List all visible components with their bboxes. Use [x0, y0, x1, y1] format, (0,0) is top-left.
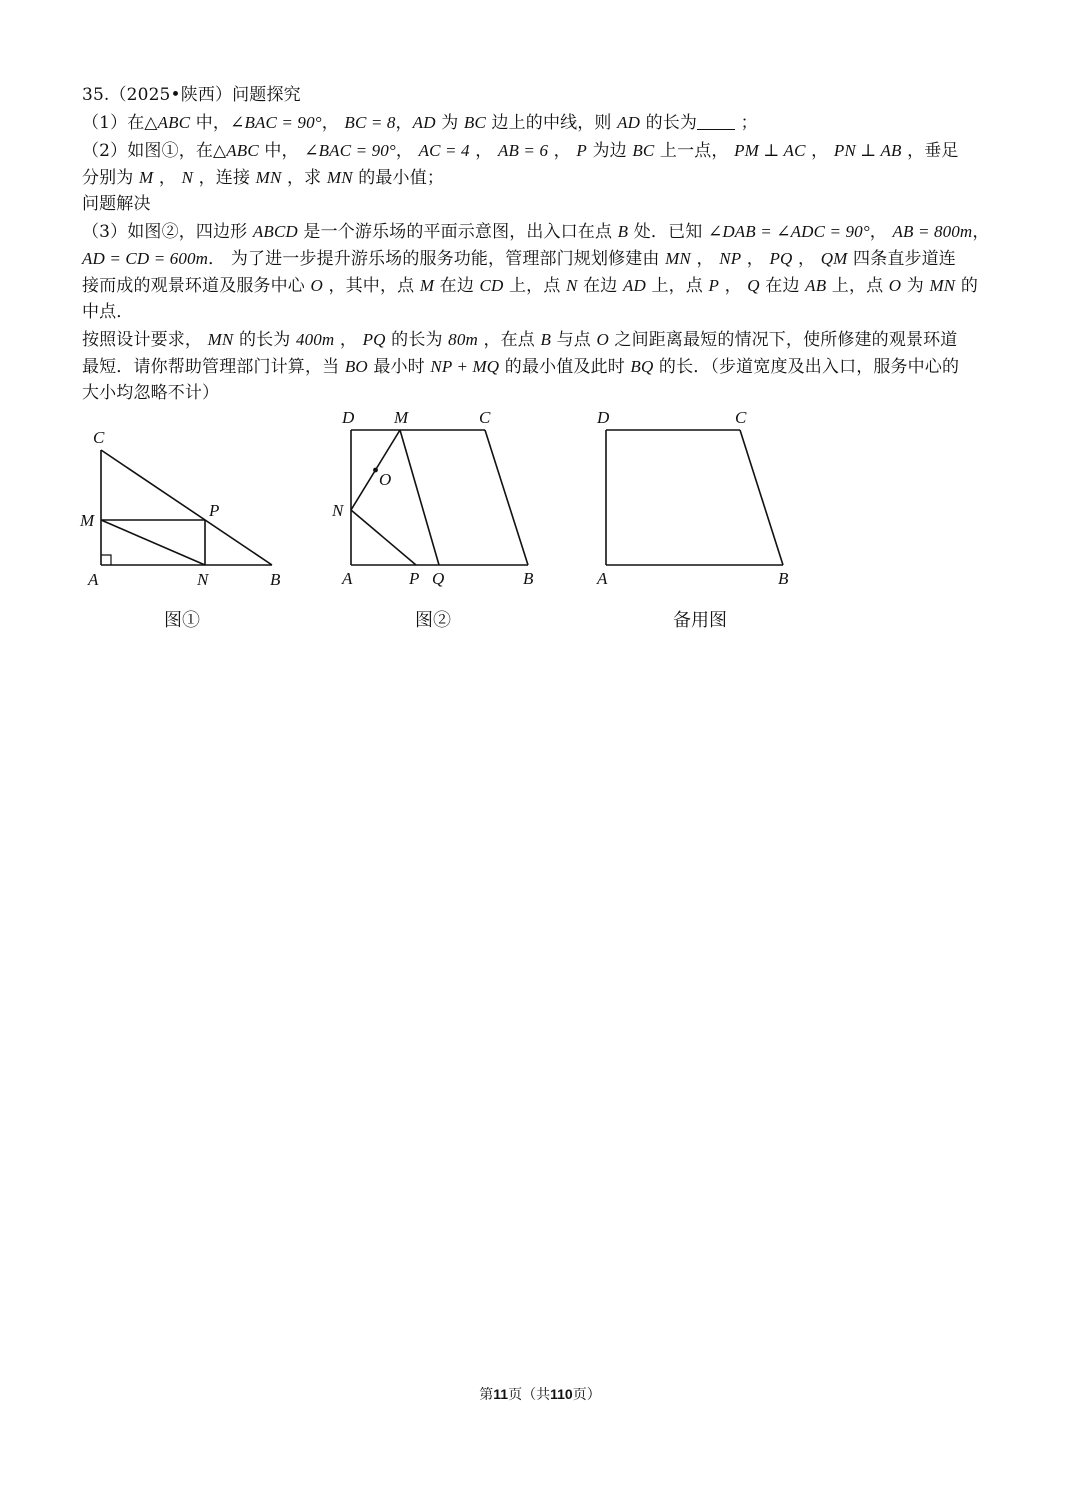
text-run: ， — [741, 249, 770, 269]
label-b: B — [778, 569, 789, 588]
math-run: O — [310, 276, 323, 295]
figure-3-diagram — [585, 402, 805, 592]
text-run: ， — [395, 113, 413, 133]
text-run: 的长为 — [233, 330, 296, 350]
footer-text: 页（共 — [508, 1387, 551, 1403]
page-footer — [0, 1384, 1080, 1404]
label-a: A — [342, 569, 353, 588]
label-c: C — [93, 428, 105, 447]
label-c: C — [735, 408, 747, 427]
math-run: P — [708, 276, 720, 295]
figure-2-caption: 图② — [415, 610, 451, 631]
text-run: ， — [153, 168, 182, 188]
label-m: M — [394, 408, 409, 427]
text-run: 分别为 — [82, 168, 140, 188]
text-run: ， — [869, 222, 893, 242]
text-run: 中， — [258, 141, 305, 161]
math-run: MN — [207, 330, 234, 349]
text-run: ，连接 — [193, 168, 256, 188]
problem-number: 35. — [82, 85, 110, 105]
math-run: M — [139, 168, 154, 187]
part1-text — [82, 109, 1002, 137]
text-run: ， — [690, 249, 720, 269]
math-run: ABCD — [252, 222, 298, 241]
text-run: ，垂足 — [901, 141, 959, 161]
math-run: AD — [412, 113, 436, 132]
label-b: B — [270, 570, 281, 589]
right-angle-mark — [101, 555, 111, 565]
math-run: AB = 6 — [497, 141, 549, 160]
math-run: PN ⊥ AB — [833, 141, 902, 160]
text-run: 四条直步道连 — [847, 249, 956, 269]
math-run: MN — [929, 276, 956, 295]
text-run: （3）如图②，四边形 — [82, 222, 253, 242]
label-p: P — [209, 501, 220, 520]
label-n: N — [197, 570, 209, 589]
footer-total-pages: 110 — [550, 1386, 573, 1402]
text-run: ． 为了进一步提升游乐场的服务功能，管理部门规划修建由 — [208, 249, 666, 269]
figure-3 — [585, 402, 805, 592]
text-run: 为 — [901, 276, 930, 296]
problem-source: （2025•陕西） — [109, 85, 233, 105]
text-run: 上，点 — [645, 276, 709, 296]
text-run: 的 — [955, 276, 979, 296]
text-run: 接而成的观景环道及服务中心 — [82, 276, 311, 296]
math-run: CD — [479, 276, 504, 295]
label-q: Q — [432, 569, 445, 588]
text-run: ， — [972, 222, 990, 242]
math-run: Q — [747, 276, 760, 295]
label-d: D — [342, 408, 355, 427]
math-run: ∠BAC = 90° — [230, 113, 322, 132]
math-run: PQ — [362, 330, 386, 349]
math-run: M — [419, 276, 435, 295]
part3-line7: 大小均忽略不计） — [82, 383, 220, 403]
part3-line5 — [82, 326, 1002, 354]
edge-cb — [485, 430, 528, 565]
text-run: 在边 — [759, 276, 806, 296]
math-run: AD — [622, 276, 646, 295]
section-heading: 问题解决 — [82, 194, 151, 214]
label-o: O — [379, 470, 392, 489]
math-run: BC = 8 — [344, 113, 396, 132]
math-run: MN — [326, 168, 353, 187]
math-run: NP — [719, 249, 742, 268]
text-run: 为 — [435, 113, 464, 133]
text-run: 的长为 — [640, 113, 698, 133]
text-run: 是一个游乐场的平面示意图，出入口在点 — [297, 222, 618, 242]
text-run: （2）如图①，在△ — [82, 141, 227, 161]
figure-1-diagram — [70, 418, 300, 598]
segment-np — [351, 510, 416, 565]
label-a: A — [597, 569, 608, 588]
math-run: 80m — [448, 330, 478, 349]
text-run: ， — [395, 141, 419, 161]
part2-line2 — [82, 164, 1002, 192]
text-run: 处．已知 — [628, 222, 708, 242]
label-n: N — [332, 501, 344, 520]
text-run: ， — [334, 330, 363, 350]
footer-text: 第 — [479, 1387, 494, 1403]
text-run: 与点 — [551, 330, 597, 350]
segment-mn — [101, 520, 205, 565]
text-run: 为边 — [586, 141, 633, 161]
math-run: BO — [344, 357, 368, 376]
math-run: MN — [665, 249, 691, 268]
text-run: 之间距离最短的情况下，使所修建的观景环道 — [608, 330, 958, 350]
problem-header — [82, 82, 1002, 109]
figure-2 — [330, 402, 550, 592]
part3-line6 — [82, 353, 1002, 381]
math-run: BC — [632, 141, 655, 160]
label-d: D — [597, 408, 610, 427]
text-run: ， — [805, 141, 834, 161]
problem-title: 问题探究 — [232, 85, 301, 105]
math-run: P — [576, 141, 587, 160]
text-run: 的长为 — [385, 330, 449, 350]
answer-blank[interactable] — [697, 113, 735, 130]
point-o — [373, 468, 378, 473]
math-run: QM — [820, 249, 848, 268]
text-run: 中， — [190, 113, 231, 133]
math-run: O — [596, 330, 609, 349]
text-run: ， — [548, 141, 577, 161]
text-run: ， — [792, 249, 821, 269]
figure-1-caption: 图① — [164, 610, 200, 631]
text-run: 最小时 — [367, 357, 431, 377]
part3-line3 — [82, 272, 1002, 300]
figure-2-diagram — [330, 402, 550, 592]
text-run: ，求 — [281, 168, 327, 188]
math-run: BQ — [630, 357, 654, 376]
text-run: 的最小值及此时 — [499, 357, 631, 377]
math-run: ABC — [157, 113, 191, 132]
math-run: AC = 4 — [418, 141, 470, 160]
footer-text: 页） — [572, 1387, 601, 1403]
edge-cb — [740, 430, 783, 565]
math-run: AD — [617, 113, 641, 132]
text-run: ； — [735, 113, 758, 133]
math-run: B — [540, 330, 552, 349]
part2-line1 — [82, 137, 1002, 165]
label-b: B — [523, 569, 534, 588]
math-run: N — [181, 168, 194, 187]
text-run: ， — [719, 276, 748, 296]
text-run: ，在点 — [477, 330, 541, 350]
label-a: A — [88, 570, 99, 589]
figure-3-caption: 备用图 — [673, 610, 727, 631]
math-run: ∠DAB = ∠ADC = 90° — [707, 222, 870, 241]
math-run: NP + MQ — [430, 357, 500, 376]
text-run: 在边 — [577, 276, 623, 296]
label-m: M — [80, 511, 95, 530]
label-c: C — [479, 408, 491, 427]
text-run: 上一点， — [654, 141, 735, 161]
edge-cb — [101, 450, 272, 565]
math-run: B — [617, 222, 629, 241]
math-run: AD = CD = 600m — [82, 249, 209, 268]
math-run: N — [566, 276, 578, 295]
math-run: 400m — [295, 330, 335, 349]
segment-mq — [400, 430, 439, 565]
part3-line2 — [82, 245, 1002, 273]
part3-line1 — [82, 218, 1002, 246]
text-run: （1）在△ — [82, 113, 158, 133]
text-run: 的最小值； — [352, 168, 445, 188]
text-run: 上，点 — [503, 276, 567, 296]
part3-line4: 中点． — [82, 302, 134, 322]
figure-1 — [70, 418, 300, 598]
math-run: PM ⊥ AC — [734, 141, 806, 160]
text-run: 在边 — [434, 276, 480, 296]
text-run: 的长．（步道宽度及出入口，服务中心的 — [653, 357, 960, 377]
math-run: AB = 800m — [892, 222, 973, 241]
text-run: ， — [469, 141, 498, 161]
math-run: AB — [805, 276, 827, 295]
math-run: PQ — [769, 249, 793, 268]
math-run: MN — [255, 168, 282, 187]
text-run: 上，点 — [826, 276, 889, 296]
math-run: ABC — [226, 141, 259, 160]
label-p: P — [409, 569, 420, 588]
math-run: O — [888, 276, 902, 295]
math-run: ∠BAC = 90° — [304, 141, 396, 160]
footer-page-number: 11 — [493, 1386, 509, 1402]
text-run: ， — [321, 113, 345, 133]
math-run: BC — [463, 113, 486, 132]
text-run: 边上的中线，则 — [485, 113, 618, 133]
text-run: ，其中，点 — [322, 276, 420, 296]
text-run: 最短．请你帮助管理部门计算，当 — [82, 357, 345, 377]
text-run: 按照设计要求， — [82, 330, 208, 350]
